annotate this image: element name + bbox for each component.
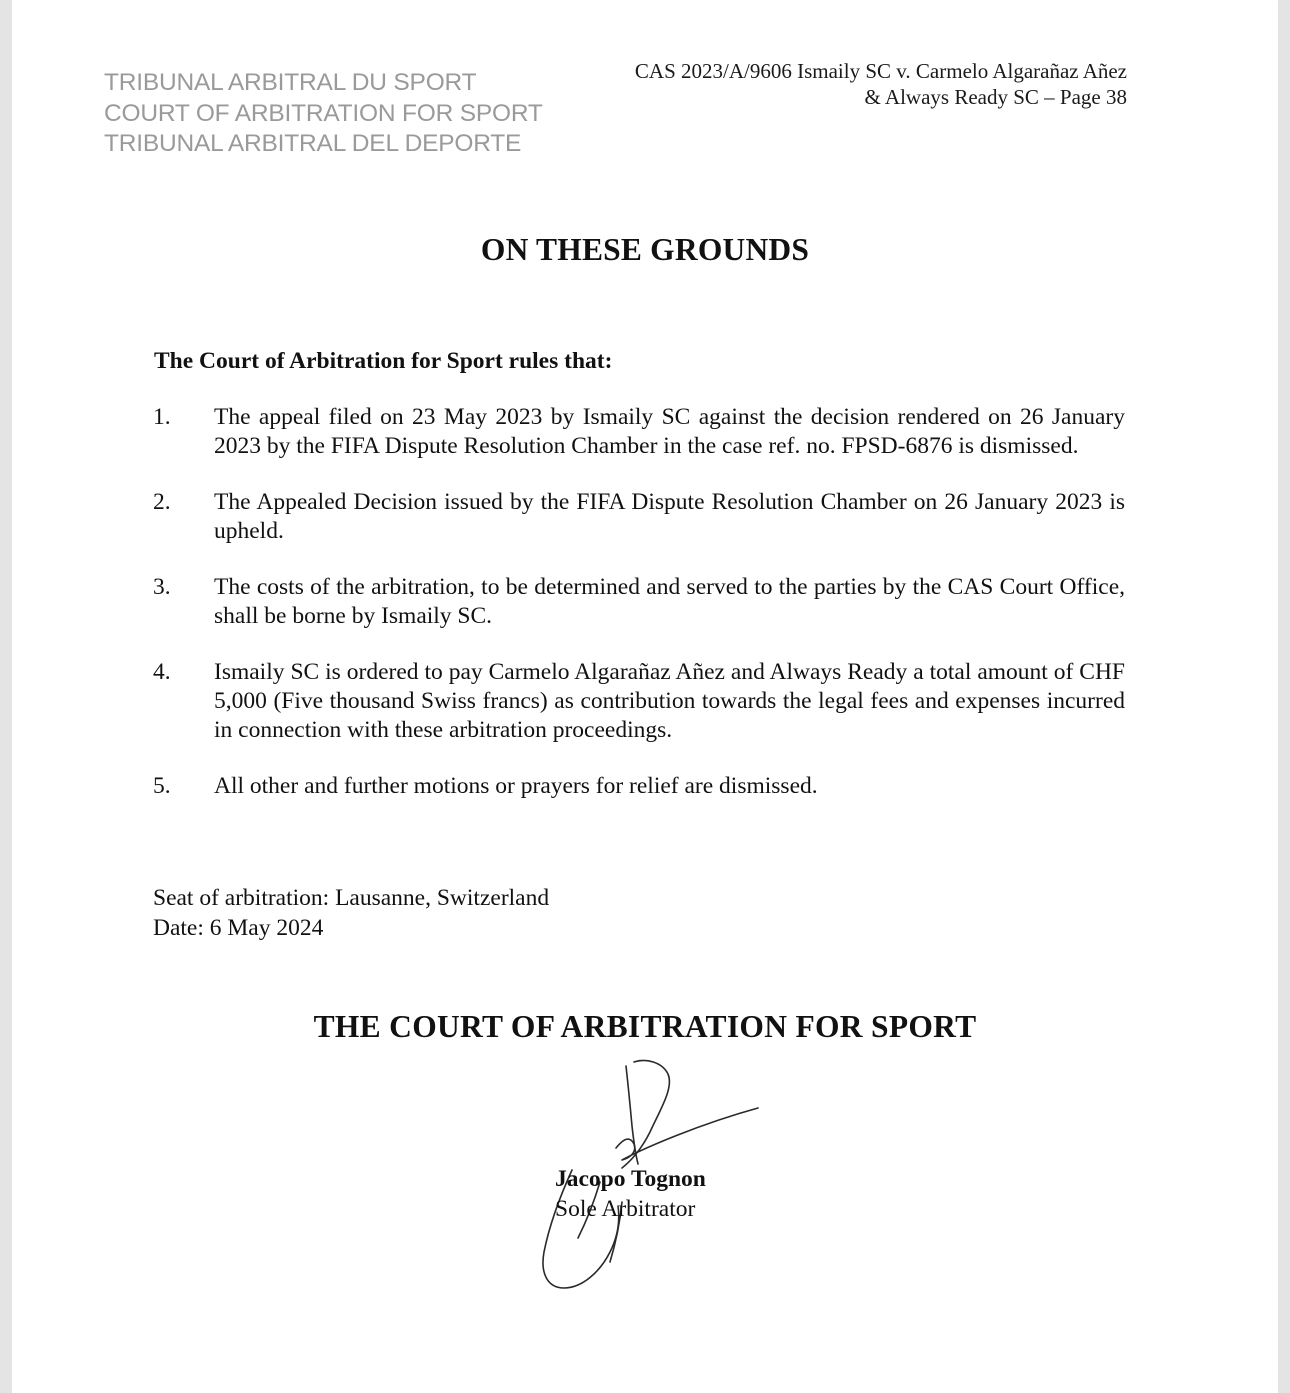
decision-date: Date: 6 May 2024 xyxy=(153,914,324,941)
ruling-number: 3. xyxy=(153,574,171,600)
org-name-french: TRIBUNAL ARBITRAL DU SPORT xyxy=(104,69,477,96)
signer-name: Jacopo Tognon xyxy=(555,1166,706,1192)
ruling-item xyxy=(153,573,1125,631)
ruling-text: The Appealed Decision issued by the FIFA Dispute Resolution Chamber on 26 January 2023 is upheld. xyxy=(214,489,1125,544)
signer-block xyxy=(555,1165,706,1224)
rulings-list xyxy=(153,403,1125,828)
ruling-number: 5. xyxy=(153,773,171,799)
seat-and-date xyxy=(153,884,549,943)
case-ref-line-1: CAS 2023/A/9606 Ismaily SC v. Carmelo Algarañaz Añez xyxy=(634,59,1127,83)
ruling-item xyxy=(153,488,1125,546)
ruling-item xyxy=(153,658,1125,745)
ruling-number: 4. xyxy=(153,659,171,685)
ruling-text: The costs of the arbitration, to be determined and served to the parties by the CAS Court Office, shall be borne by Ismaily SC. xyxy=(214,574,1125,629)
ruling-item xyxy=(153,403,1125,461)
org-header xyxy=(104,68,543,160)
case-ref-line-2: & Always Ready SC – Page 38 xyxy=(864,85,1127,109)
rules-intro: The Court of Arbitration for Sport rules that: xyxy=(154,348,613,374)
ruling-text: All other and further motions or prayers for relief are dismissed. xyxy=(214,773,818,799)
ruling-text: The appeal filed on 23 May 2023 by Ismaily SC against the decision rendered on 26 January 2023 by the FIFA Dispute Resolution Chamber in the case ref. no. FPSD-6876 is dismissed. xyxy=(214,404,1125,459)
seat-of-arbitration: Seat of arbitration: Lausanne, Switzerland xyxy=(153,885,550,911)
ruling-text: Ismaily SC is ordered to pay Carmelo Algarañaz Añez and Always Ready a total amount of CHF 5,000 (Five thousand Swiss francs) as contribution towards the legal fees and expenses incurred in connection with these arbitration proceedings. xyxy=(214,659,1125,743)
org-name-english: COURT OF ARBITRATION FOR SPORT xyxy=(104,99,543,127)
ruling-item xyxy=(153,772,1125,801)
ruling-number: 1. xyxy=(153,404,171,430)
document-page xyxy=(12,0,1278,1393)
ruling-number: 2. xyxy=(153,489,171,515)
court-title: THE COURT OF ARBITRATION FOR SPORT xyxy=(313,1009,977,1044)
section-title: ON THESE GROUNDS xyxy=(480,232,810,267)
org-name-spanish: TRIBUNAL ARBITRAL DEL DEPORTE xyxy=(104,130,522,157)
signer-role: Sole Arbitrator xyxy=(555,1195,696,1222)
case-reference xyxy=(635,58,1127,110)
